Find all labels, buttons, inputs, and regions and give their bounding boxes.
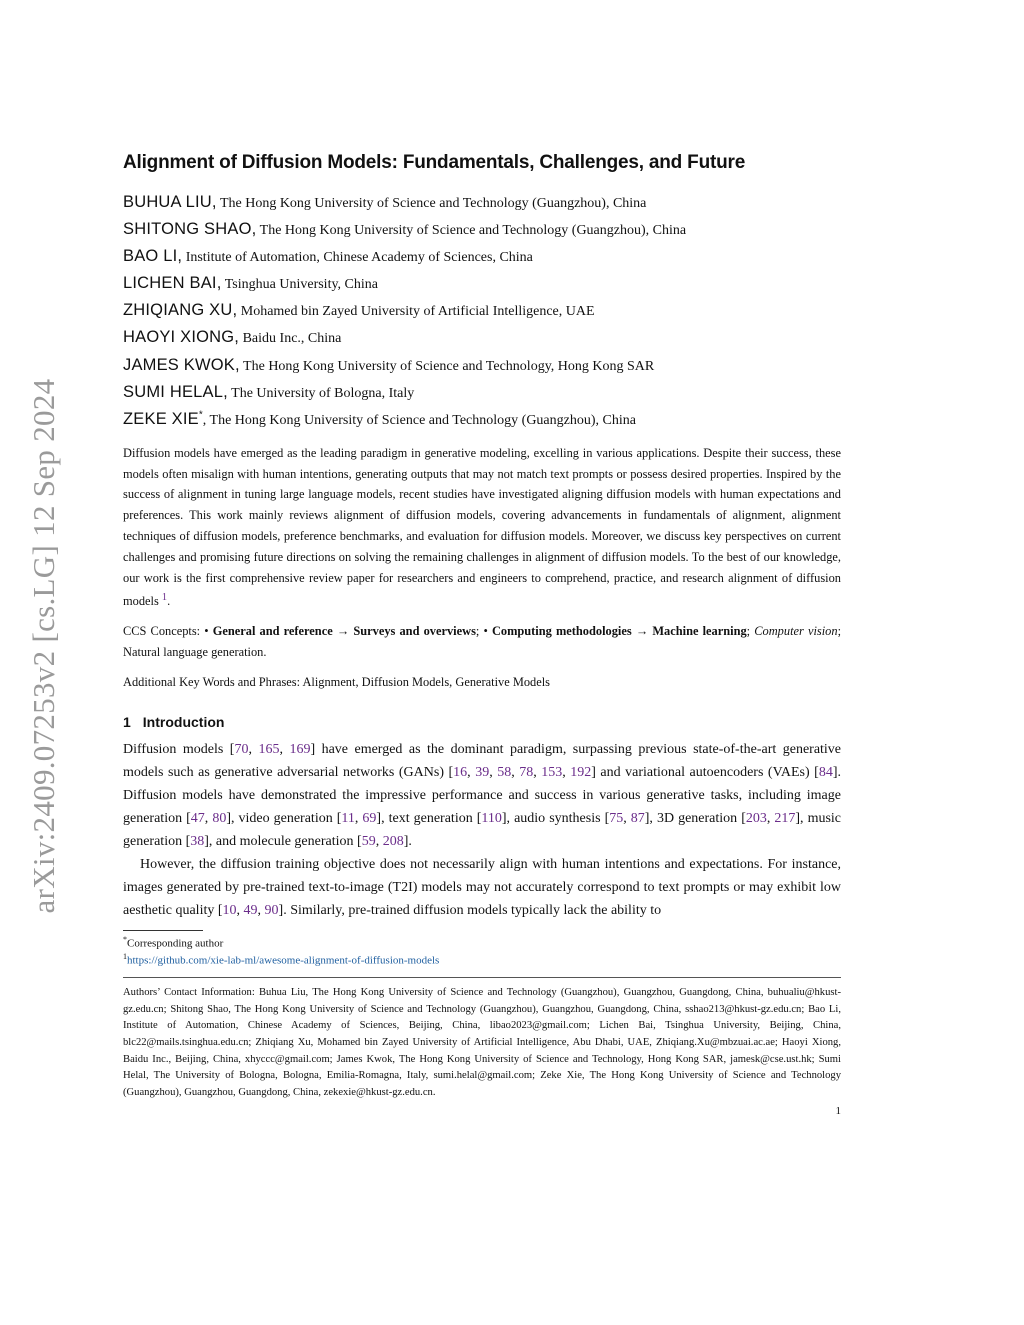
ccs-computing-methodologies: Computing methodologies — [491, 624, 632, 639]
author-line — [123, 243, 841, 270]
author-affiliation: Tsinghua University, China — [221, 277, 378, 293]
author-line — [123, 406, 841, 433]
citation-link[interactable]: 80 — [212, 810, 227, 826]
abstract-footnote-mark[interactable]: 1 — [161, 592, 168, 604]
author-affiliation: , The Hong Kong University of Science and Technology (Guangzhou), China — [202, 412, 636, 428]
author-name: LICHEN BAI, — [123, 274, 222, 293]
page-number: 1 — [835, 1104, 841, 1117]
author-list — [123, 189, 841, 433]
author-affiliation: Baidu Inc., China — [239, 331, 342, 347]
contact-information: Authors’ Contact Information: Buhua Liu, The Hong Kong University of Science and Technology (Guangzhou), Guangzhou, Guangdong, China, buhualiu@hkust-gz.edu.cn; Shitong Shao, The Hong Kong University of Science and Technology (Guangzhou), Guangzhou, Guangdong, China, sshao213@hkust-gz.edu.cn; Bao Li, Institute of Automation, Chinese Academy of Sciences, Beijing, China, libao2023@gmail.com; Lichen Bai, Tsinghua University, Beijing, China, blc22@mails.tsinghua.edu.cn; Zhiqiang Xu, Mohamed bin Zayed University of Artificial Intelligence, Abu Dhabi, UAE, Zhiqiang.Xu@mbzuai.ac.ae; Haoyi Xiong, Baidu Inc., Beijing, China, xhyccc@gmail.com; James Kwok, The Hong Kong University of Science and Technology, Hong Kong SAR, jamesk@cse.ust.hk; Sumi Helal, The University of Bologna, Bologna, Emilia-Romagna, Italy, sumi.helal@gmail.com; Zeke Xie, The Hong Kong University of Science and Technology (Guangzhou), Guangzhou, Guangdong, China, zekexie@hkust-gz.edu.cn. — [123, 986, 841, 1099]
intro-paragraph-1: Diffusion models [70, 165, 169] have emerged as the dominant paradigm, surpassing previous state-of-the-art generative models such as generative adversarial networks (GANs) [16, 39, 58, 78, 153, 192] and variational autoencoders (VAEs) [84]. Diffusion models have demonstrated the impressive performance and success in various generative tasks, including image generation [47, 80], video generation [11, 69], text generation [110], audio synthesis [75, 87], 3D generation [203, 217], music generation [38], and molecule generation [59, 208]. — [123, 741, 842, 849]
author-affiliation: The Hong Kong University of Science and Technology, Hong Kong SAR — [239, 358, 655, 374]
paper-page — [123, 152, 841, 1117]
author-line — [123, 216, 841, 243]
author-affiliation: Institute of Automation, Chinese Academy of Sciences, China — [182, 250, 533, 266]
author-line — [123, 379, 841, 406]
citation-link[interactable]: 169 — [289, 741, 311, 757]
author-name: SHITONG SHAO, — [123, 220, 257, 239]
keywords: Additional Key Words and Phrases: Alignment, Diffusion Models, Generative Models — [123, 674, 550, 689]
citation-link[interactable]: 84 — [818, 764, 833, 780]
citation-link[interactable]: 38 — [190, 833, 205, 849]
citation-link[interactable]: 192 — [570, 764, 592, 780]
citation-link[interactable]: 217 — [774, 810, 796, 826]
citation-link[interactable]: 39 — [475, 764, 490, 780]
author-name: BAO LI, — [123, 247, 183, 266]
author-affiliation: The Hong Kong University of Science and Technology (Guangzhou), China — [216, 196, 647, 211]
author-name: JAMES KWOK, — [123, 355, 240, 374]
footnote-repo: $^1$https://github.com/xie-lab-ml/awesome-alignment-of-diffusion-models — [123, 952, 440, 967]
citation-link[interactable]: 78 — [519, 764, 534, 780]
repo-link[interactable]: https://github.com/xie-lab-ml/awesome-alignment-of-diffusion-models — [127, 954, 440, 967]
corresponding-mark: * — [198, 409, 203, 421]
contact-divider — [123, 977, 841, 978]
citation-link[interactable]: 70 — [234, 741, 249, 757]
author-affiliation: Mohamed bin Zayed University of Artificial Intelligence, UAE — [237, 304, 595, 320]
author-line — [123, 324, 841, 351]
citation-link[interactable]: 49 — [243, 902, 258, 918]
author-line — [123, 189, 841, 216]
section-number: 1 — [123, 713, 131, 730]
citation-link[interactable]: 165 — [258, 741, 280, 757]
citation-link[interactable]: 16 — [453, 764, 468, 780]
author-affiliation: The University of Bologna, Italy — [227, 385, 415, 401]
author-name: HAOYI XIONG, — [123, 328, 240, 347]
author-name: BUHUA LIU, — [123, 193, 217, 211]
author-name: ZHIQIANG XU, — [123, 301, 238, 320]
ccs-machine-learning: Machine learning — [652, 624, 747, 639]
ccs-concepts: CCS Concepts: • General and reference → Surveys and overviews; • Computing methodologies → Machine learning; Computer vision; Natural language generation. — [123, 624, 842, 659]
abstract-text: Diffusion models have emerged as the leading paradigm in generative modeling, excelling in various applications. Despite their success, these models often misalign with human intentions, generating outputs that may not match text prompts or possess desired properties. Inspired by the success of alignment in tuning large language models, recent studies have investigated aligning diffusion models with human expectations and preferences. This work mainly reviews alignment of diffusion models, covering advancements in fundamentals of alignment, alignment techniques of diffusion models, preference benchmarks, and evaluation for diffusion models. Moreover, we discuss key perspectives on current challenges and promising future directions on solving the remaining challenges in alignment of diffusion models. To the best of our knowledge, our work is the first comprehensive review paper for researchers and engineers to comprehend, practice, and research alignment of diffusion models — [123, 445, 841, 609]
citation-link[interactable]: 75 — [609, 810, 624, 826]
paper-title: Alignment of Diffusion Models: Fundamentals, Challenges, and Future — [123, 152, 746, 173]
author-line — [123, 270, 841, 297]
citation-link[interactable]: 208 — [382, 833, 404, 849]
intro-paragraph-2: However, the diffusion training objective does not necessarily align with human intentions and expectations. For instance, images generated by pre-trained text-to-image (T2I) models may not accurately correspond to text prompts or may exhibit low aesthetic quality [10, 49, 90]. Similarly, pre-trained diffusion models typically lack the ability to — [123, 856, 841, 918]
citation-link[interactable]: 110 — [481, 810, 502, 826]
author-line — [123, 297, 841, 324]
author-line — [123, 352, 841, 379]
section-heading-introduction — [123, 712, 841, 732]
citation-link[interactable]: 59 — [361, 833, 376, 849]
citation-link[interactable]: 69 — [362, 810, 377, 826]
ccs-general-reference: General and reference — [212, 624, 333, 639]
citation-link[interactable]: 90 — [264, 902, 279, 918]
author-name: SUMI HELAL, — [123, 382, 228, 401]
author-name: ZEKE XIE — [123, 409, 199, 428]
author-affiliation: The Hong Kong University of Science and Technology (Guangzhou), China — [256, 223, 687, 239]
footnote-corresponding: *Corresponding author — [123, 934, 224, 950]
citation-link[interactable]: 11 — [341, 810, 355, 826]
ccs-surveys: Surveys and overviews — [353, 624, 476, 639]
citation-link[interactable]: 87 — [630, 810, 645, 826]
abstract: Diffusion models have emerged as the leading paradigm in generative modeling, excelling in various applications. Despite their success, these models often misalign with human intentions, generating outputs that may not match text prompts or possess desired properties. Inspired by the success of alignment in tuning large language models, recent studies have investigated aligning diffusion models with human expectations and preferences. This work mainly reviews alignment of diffusion models, covering advancements in fundamentals of alignment, alignment techniques of diffusion models, preference benchmarks, and evaluation for diffusion models. Moreover, we discuss key perspectives on current challenges and promising future directions on solving the remaining challenges in alignment of diffusion models. To the best of our knowledge, our work is the first comprehensive review paper for researchers and engineers to comprehend, practice, and research alignment of diffusion models $^1$. — [123, 445, 841, 609]
citation-link[interactable]: 58 — [497, 764, 512, 780]
citation-link[interactable]: 10 — [222, 902, 237, 918]
citation-link[interactable]: 153 — [541, 764, 563, 780]
citation-link[interactable]: 203 — [745, 810, 767, 826]
arxiv-id-text: arXiv:2409.07253v2 [cs.LG] 12 Sep 2024 — [26, 378, 61, 914]
citation-link[interactable]: 47 — [190, 810, 205, 826]
ccs-computer-vision: Computer vision — [754, 624, 838, 639]
arxiv-side-stamp — [28, 355, 60, 937]
footnote-divider — [123, 930, 203, 931]
section-title: Introduction — [142, 713, 225, 730]
